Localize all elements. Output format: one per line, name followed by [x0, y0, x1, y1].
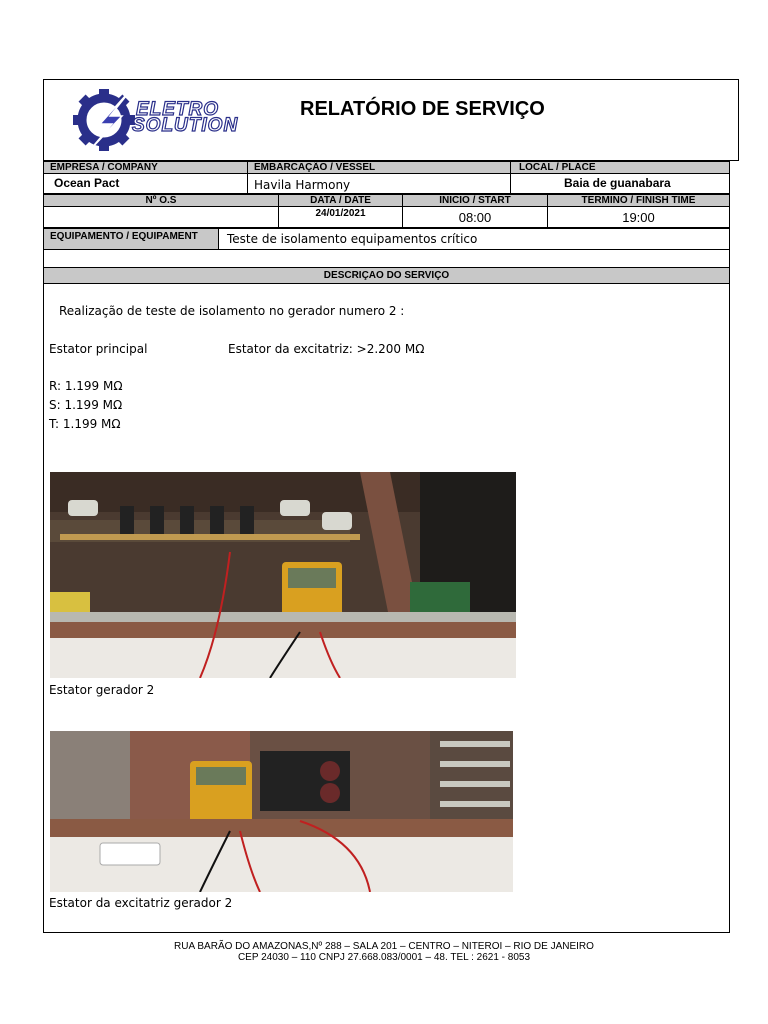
- date-value: 24/01/2021: [278, 206, 403, 228]
- equipment-header: EQUIPAMENTO / EQUIPAMENT: [43, 228, 219, 250]
- photo-exciter-stator: [50, 731, 513, 892]
- description-header: DESCRIÇAO DO SERVIÇO: [43, 267, 730, 284]
- place-header: LOCAL / PLACE: [510, 161, 730, 174]
- description-intro: Realização de teste de isolamento no gerador numero 2 :: [59, 304, 405, 318]
- exciter-stator-label: Estator da excitatriz: >2.200 MΩ: [228, 342, 425, 356]
- equipment-value: Teste de isolamento equipamentos crítico: [218, 228, 730, 250]
- company-logo: [70, 86, 260, 152]
- finish-value: 19:00: [547, 206, 730, 228]
- os-value: [43, 206, 279, 228]
- start-header: INICIO / START: [402, 194, 548, 207]
- footer-contact: CEP 24030 – 110 CNPJ 27.668.083/0001 – 48. TEL : 2621 - 8053: [237, 952, 531, 963]
- reading-s: S: 1.199 MΩ: [49, 398, 123, 412]
- logo-text-2: SOLUTION: [132, 115, 239, 136]
- place-value: Baia de guanabara: [510, 173, 730, 194]
- logo-text-1: ELETRO: [136, 99, 220, 120]
- vessel-header: EMBARCAÇÃO / VESSEL: [247, 161, 511, 174]
- company-value: Ocean Pact: [43, 173, 248, 194]
- vessel-value: Havila Harmony: [247, 173, 511, 194]
- company-header: EMPRESA / COMPANY: [43, 161, 248, 174]
- photo2-caption: Estator da excitatriz gerador 2: [49, 896, 233, 910]
- footer-address: RUA BARÃO DO AMAZONAS,Nº 288 – SALA 201 – CENTRO – NITEROI – RIO DE JANEIRO: [174, 941, 594, 952]
- finish-header: TERMINO / FINISH TIME: [547, 194, 730, 207]
- photo-generator-stator: [50, 472, 516, 678]
- date-header: DATA / DATE: [278, 194, 403, 207]
- photo1-caption: Estator gerador 2: [49, 683, 155, 697]
- empty-row: [43, 249, 730, 268]
- main-stator-label: Estator principal: [49, 342, 148, 356]
- report-title: RELATÓRIO DE SERVIÇO: [300, 98, 545, 120]
- os-header: Nº O.S: [43, 194, 279, 207]
- start-value: 08:00: [402, 206, 548, 228]
- reading-r: R: 1.199 MΩ: [49, 379, 123, 393]
- reading-t: T: 1.199 MΩ: [49, 417, 121, 431]
